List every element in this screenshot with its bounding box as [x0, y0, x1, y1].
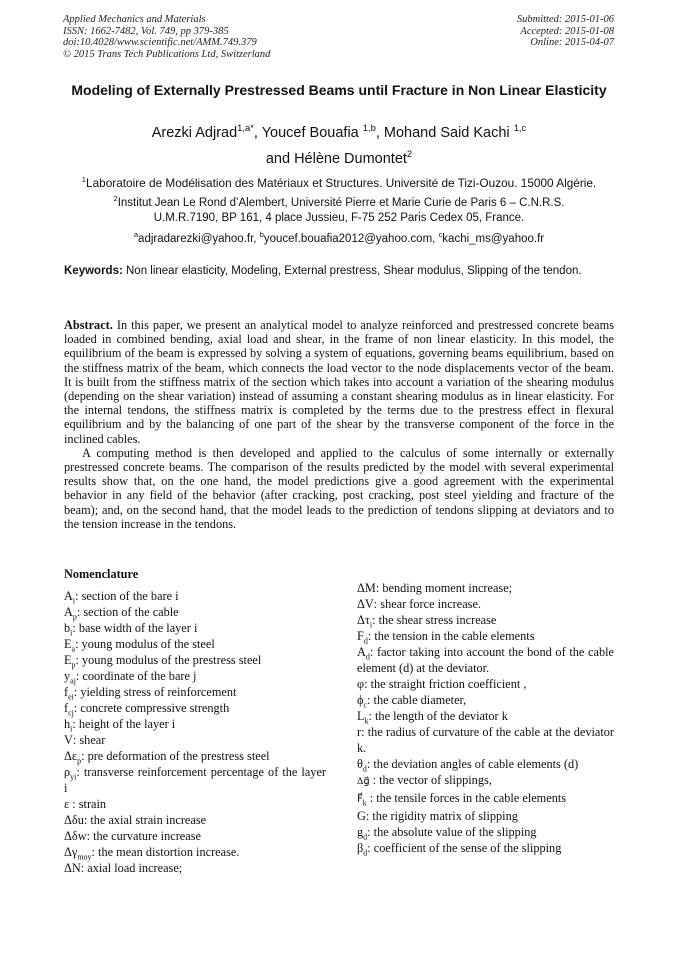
- nom-item: $F⃗_k$ : the tensile forces in the cable elements: [357, 791, 567, 808]
- email-c[interactable]: kachi_ms@yahoo.fr: [442, 233, 545, 245]
- author-1: Arezki Adjrad: [151, 125, 238, 141]
- affiliation-1-sup: 1: [81, 175, 87, 185]
- nom-item: $A_i$: section of the bare i: [64, 589, 179, 606]
- nomenclature-title: Nomenclature: [64, 567, 139, 581]
- journal-doi: doi:10.4028/www.scientific.net/AMM.749.379: [63, 37, 257, 48]
- nom-item: $\beta_d$: coefficient of the sense of the slipping: [357, 841, 562, 858]
- email-b-sup: b: [259, 230, 264, 240]
- email-c-sup: c: [438, 230, 443, 240]
- affiliation-1-text: Laboratoire de Modélisation des Matériaux et Structures. Université de Tizi-Ouzou. 15000 Algérie.: [86, 176, 597, 190]
- keywords: [64, 264, 614, 279]
- journal-copyright: © 2015 Trans Tech Publications Ltd, Switzerland: [63, 48, 271, 60]
- date-online: Online: 2015-04-07: [530, 37, 614, 48]
- dates-header: [517, 14, 614, 49]
- nom-item: $E_a$: young modulus of the steel: [64, 637, 215, 654]
- author-2: , Youcef Bouafia: [253, 125, 363, 141]
- nom-item: r: the radius of curvature of the cable at the deviator k.: [357, 725, 614, 755]
- author-1-sup: 1,a*: [237, 122, 254, 134]
- nom-item: $\phi_c$: the cable diameter,: [357, 693, 467, 710]
- nom-item: $A_d$: factor taking into account the bond of the cable element (d) at the deviator.: [357, 645, 614, 675]
- nom-item: $\theta_d$: the deviation angles of cable elements (d): [357, 757, 579, 774]
- nom-item: $b_i$: base width of the layer i: [64, 621, 198, 638]
- date-submitted: Submitted: 2015-01-06: [516, 14, 614, 25]
- nom-item: ε : strain: [64, 797, 107, 811]
- author-4-sup: 2: [406, 148, 413, 160]
- nom-item: $y_{aj}$: coordinate of the bare j: [64, 669, 197, 686]
- email-a[interactable]: adjradarezki@yahoo.fr,: [138, 233, 260, 245]
- affiliation-2-sup: 2: [113, 194, 118, 204]
- nom-item: $h_i$: height of the layer i: [64, 717, 176, 734]
- nomenclature-right-column: [357, 580, 614, 856]
- nom-item: $\Delta\tau_i$: the shear stress increase: [357, 613, 497, 630]
- nom-item: Δδw: the curvature increase: [64, 829, 201, 843]
- nom-item: $g_d$: the absolute value of the slipping: [357, 825, 537, 842]
- journal-header: [63, 14, 270, 60]
- nom-item: $A_p$: section of the cable: [64, 605, 179, 622]
- author-3: , Mohand Said Kachi: [375, 125, 514, 141]
- journal-name: Applied Mechanics and Materials: [63, 14, 206, 25]
- abstract: [64, 318, 614, 531]
- nom-item: $f_{cj}$: concrete compressive strength: [64, 701, 230, 718]
- keywords-label: Keywords:: [64, 265, 123, 277]
- emails: [64, 232, 614, 247]
- nom-item: V: shear: [64, 733, 106, 747]
- nom-item: ΔN: axial load increase;: [64, 861, 183, 875]
- nomenclature-left-column: [64, 588, 326, 876]
- nom-item: φ: the straight friction coefficient ,: [357, 677, 527, 691]
- email-a-sup: a: [133, 230, 139, 240]
- abstract-paragraph-2: A computing method is then developed and applied to the calculus of some internally or externally prestressed concrete beams. The comparison of the results predicted by the model with several experimental results show that, on the one hand, the model predictions give a good agreement with the experimental behavior in any field of the behavior (after cracking, post cracking, post steel yielding and fracture of the beam); and, on the second hand, that the model leads to the prediction of tendons slipping at deviators and to the tension increase in the tendons.: [64, 445, 614, 531]
- authors-line-2: [64, 150, 614, 168]
- email-b[interactable]: youcef.bouafia2012@yahoo.com,: [263, 233, 439, 245]
- nom-item: $L_k$: the length of the deviator k: [357, 709, 508, 726]
- abstract-label: Abstract.: [64, 318, 113, 332]
- nom-item: Δδu: the axial strain increase: [64, 813, 207, 827]
- nom-item: $\rho_{yi}$: transverse reinforcement percentage of the layer i: [64, 765, 326, 795]
- affiliation-2: [64, 196, 614, 226]
- date-accepted: Accepted: 2015-01-08: [520, 25, 614, 37]
- author-3-sup: 1,c: [513, 122, 527, 134]
- affiliation-2-line-2: U.M.R.7190, BP 161, 4 place Jussieu, F-75 252 Paris Cedex 05, France.: [153, 212, 525, 224]
- affiliation-2-line-1: Institut Jean Le Rond d’Alembert, Université Pierre et Marie Curie de Paris 6 – C.N.R.S.: [117, 197, 565, 209]
- journal-issn: ISSN: 1662-7482, Vol. 749, pp 379-385: [63, 25, 229, 37]
- affiliation-1: [64, 176, 614, 191]
- nom-item: Δg⃗ : the vector of slippings,: [357, 773, 492, 787]
- nom-item: ΔM: bending moment increase;: [357, 581, 513, 595]
- author-4: and Hélène Dumontet: [265, 151, 407, 167]
- authors-line-1: [64, 124, 614, 142]
- nom-item: $\Delta\gamma_{moy}$: the mean distortion increase.: [64, 845, 240, 862]
- abstract-text-1: In this paper, we present an analytical model to analyze reinforced and prestressed concrete beams loaded in combined bending, axial load and shear, in the frame of non linear elasticity. In this model, the equilibrium of the beam is expressed by solving a system of equations, governing beams equilibrium, based on the stiffness matrix of the beam, which connects the load vector to the node displacements vector of the beam. It is built from the stiffness matrix of the section which takes into account a variation of the shearing modulus (depending on the shear variation) instead of assuming a constant shearing modulus as in linear elasticity. For the internal tendons, the stiffness matrix is completed by the terms due to the prestress effect in flexural equilibrium and by the balancing of one part of the shear by the transverse component of the force in the inclined cables.: [64, 318, 614, 446]
- nom-item: ΔV: shear force increase.: [357, 597, 481, 611]
- nom-item: $\Delta\varepsilon_p$: pre deformation of the prestress steel: [64, 749, 270, 766]
- nom-item: G: the rigidity matrix of slipping: [357, 809, 518, 823]
- author-2-sup: 1,b: [362, 122, 376, 134]
- abstract-paragraph-1: [64, 318, 614, 446]
- nom-item: $E_p$: young modulus of the prestress steel: [64, 653, 262, 670]
- keywords-text: Non linear elasticity, Modeling, External prestress, Shear modulus, Slipping of the tendon.: [122, 265, 582, 277]
- paper-title: Modeling of Externally Prestressed Beams until Fracture in Non Linear Elasticity: [71, 82, 607, 98]
- nom-item: $f_{ei}$: yielding stress of reinforcement: [64, 685, 237, 702]
- nom-item: $F_d$: the tension in the cable elements: [357, 629, 535, 646]
